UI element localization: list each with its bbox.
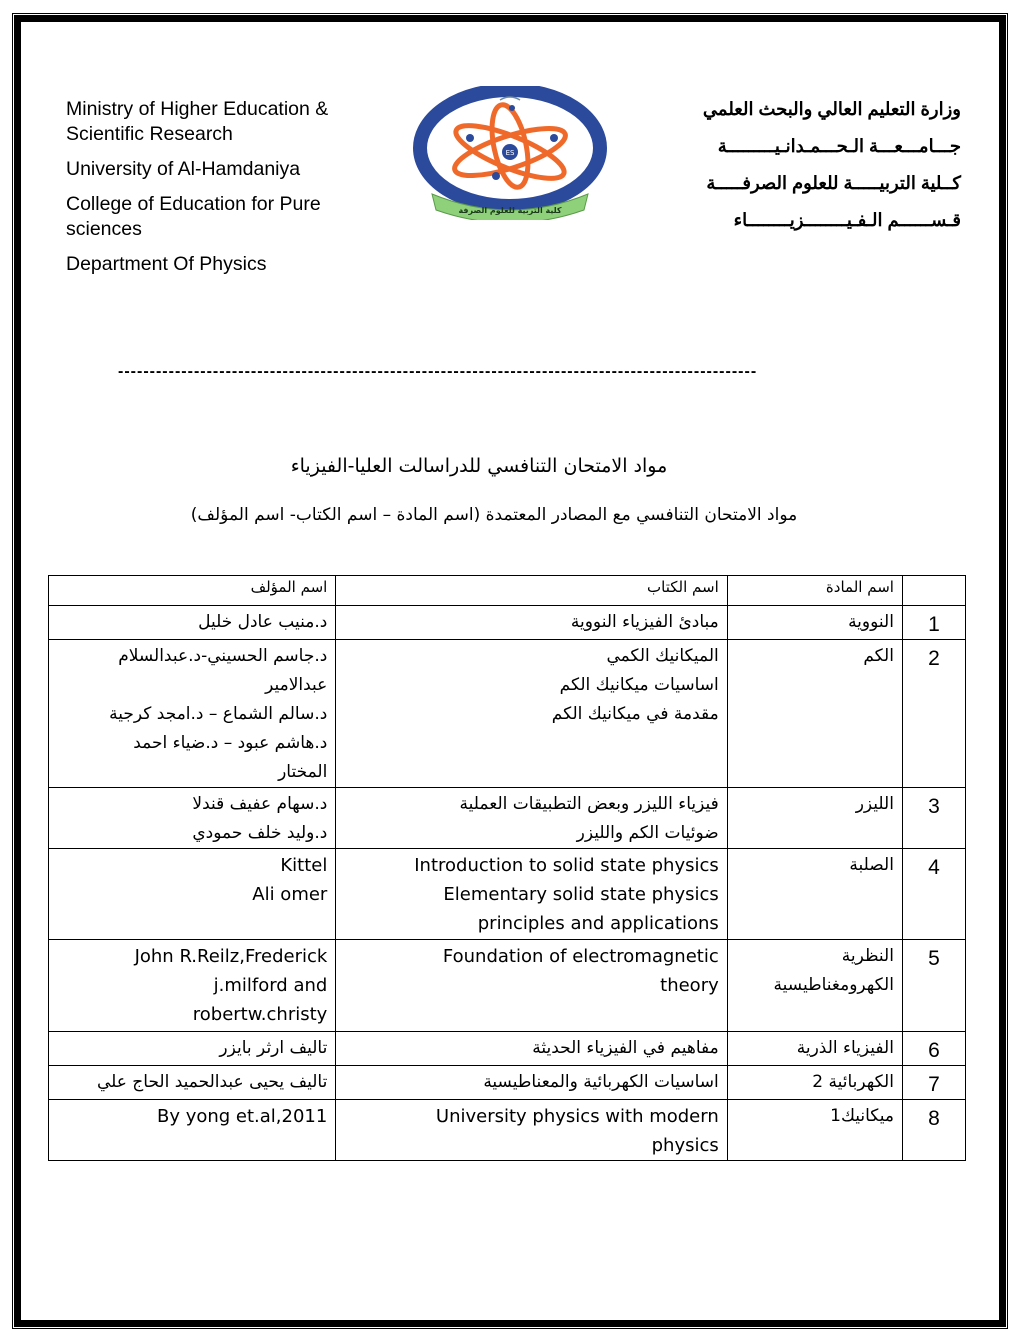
author-name: Ali omer xyxy=(252,884,328,905)
row-number: 7 xyxy=(902,1066,965,1100)
author-cell xyxy=(49,788,336,849)
arabic-letterhead xyxy=(661,97,961,245)
department-name-en: Department Of Physics xyxy=(66,253,267,275)
book-title: Elementary solid state physics xyxy=(443,884,719,905)
table-row xyxy=(49,1032,966,1066)
book-title: University physics with modern xyxy=(435,1106,719,1127)
author-name: By yong et.al,2011 xyxy=(156,1106,328,1127)
author-cell xyxy=(49,640,336,788)
book-title: اساسيات ميكانيك الكم xyxy=(559,675,719,695)
book-title: principles and applications xyxy=(477,913,719,934)
row-number: 4 xyxy=(902,849,965,940)
english-letterhead xyxy=(66,97,376,287)
book-cell xyxy=(336,788,727,849)
author-name: John R.Reilz,Frederick xyxy=(134,946,328,967)
subject-name: الكهربائية 2 xyxy=(812,1072,894,1092)
subject-cell xyxy=(727,640,902,788)
university-logo xyxy=(412,86,608,220)
book-title: الميكانيك الكمي xyxy=(606,646,719,666)
header-book: اسم الكتاب xyxy=(336,576,727,606)
author-name: د.سهام عفيف قندلا xyxy=(192,794,328,814)
author-name: المختار xyxy=(278,762,328,782)
author-cell xyxy=(49,940,336,1032)
book-title: مبادئ الفيزياء النووية xyxy=(570,612,719,632)
subject-cell xyxy=(727,1066,902,1100)
author-cell xyxy=(49,1100,336,1161)
exam-subjects-table xyxy=(48,575,966,1161)
table-row xyxy=(49,640,966,788)
author-name: د.جاسم الحسيني-د.عبدالسلام xyxy=(118,646,328,666)
svg-text:كلية التربية للعلوم الصرفة: كلية التربية للعلوم الصرفة xyxy=(458,206,562,215)
table-row xyxy=(49,940,966,1032)
subject-name: النظرية xyxy=(841,946,894,966)
university-name-ar: جـــامـــعـــة الـحـــمـدانـيـــــــــة xyxy=(717,136,961,156)
book-cell xyxy=(336,1032,727,1066)
subject-cell xyxy=(727,940,902,1032)
page-title xyxy=(0,455,1018,477)
row-number: 1 xyxy=(902,606,965,640)
subject-cell xyxy=(727,1032,902,1066)
page-subtitle-text: مواد الامتحان التنافسي مع المصادر المعتمدة (اسم المادة – اسم الكتاب- اسم المؤلف) xyxy=(190,505,798,525)
subject-cell xyxy=(727,606,902,640)
header-subject: اسم المادة xyxy=(727,576,902,606)
subject-name: الكم xyxy=(863,646,894,666)
book-cell xyxy=(336,1100,727,1161)
author-cell xyxy=(49,1066,336,1100)
department-name-ar: قـســــــم الـفـيــــــــزيــــــــاء xyxy=(733,210,961,230)
table-row xyxy=(49,606,966,640)
subject-name: الصلبة xyxy=(849,855,894,875)
author-name: د.منيب عادل خليل xyxy=(198,612,328,632)
table-header-row xyxy=(49,576,966,606)
subject-name: الفيزياء الذرية xyxy=(796,1038,894,1058)
author-name: د.وليد خلف حمودي xyxy=(192,823,328,843)
book-title: Introduction to solid state physics xyxy=(414,855,719,876)
book-cell xyxy=(336,849,727,940)
row-number: 8 xyxy=(902,1100,965,1161)
subject-cell xyxy=(727,1100,902,1161)
author-cell xyxy=(49,606,336,640)
subject-name: الليزر xyxy=(855,794,894,814)
row-number: 3 xyxy=(902,788,965,849)
page-title-text: مواد الامتحان التنافسي للدراسالت العليا-الفيزياء xyxy=(290,455,668,477)
subject-cell xyxy=(727,788,902,849)
author-name: j.milford and xyxy=(213,975,328,996)
author-name: تاليف يحيى عبدالحميد الحاج علي xyxy=(96,1072,328,1092)
college-name-ar: كــلية التربيـــــة للعلوم الصرفـــــة xyxy=(706,173,961,193)
book-cell xyxy=(336,640,727,788)
ministry-name-en: Ministry of Higher Education & Scientific Research xyxy=(66,98,329,145)
book-title: ضوئيات الكم والليزر xyxy=(576,823,719,843)
dashed-separator: ----------------------------------------------------------------------------------------------------- xyxy=(118,363,758,380)
author-name: robertw.christy xyxy=(192,1004,328,1025)
row-number: 2 xyxy=(902,640,965,788)
book-cell xyxy=(336,606,727,640)
book-title: theory xyxy=(660,975,719,996)
header-number xyxy=(902,576,965,606)
book-title: physics xyxy=(651,1135,719,1156)
header-author: اسم المؤلف xyxy=(49,576,336,606)
table-row xyxy=(49,788,966,849)
book-cell xyxy=(336,940,727,1032)
author-cell xyxy=(49,1032,336,1066)
author-name: تاليف ارثر بايزر xyxy=(219,1038,328,1058)
table-row xyxy=(49,849,966,940)
author-name: Kittel xyxy=(280,855,328,876)
college-name-en: College of Education for Pure sciences xyxy=(66,193,321,240)
book-title: اساسيات الكهربائية والمعناطيسية xyxy=(483,1072,719,1092)
author-name: عبدالامير xyxy=(265,675,328,695)
book-title: Foundation of electromagnetic xyxy=(442,946,719,967)
table-row xyxy=(49,1100,966,1161)
subject-name: ميكانيك1 xyxy=(830,1106,894,1126)
subject-name: النووية xyxy=(848,612,894,632)
row-number: 6 xyxy=(902,1032,965,1066)
subject-cell xyxy=(727,849,902,940)
author-cell xyxy=(49,849,336,940)
book-title: مفاهيم في الفيزياء الحديثة xyxy=(532,1038,719,1058)
table-row xyxy=(49,1066,966,1100)
page-subtitle xyxy=(0,505,1018,525)
row-number: 5 xyxy=(902,940,965,1032)
subject-name: الكهرومغناطيسية xyxy=(773,975,894,995)
author-name: د.سالم الشماع – د.امجد كرجية xyxy=(109,704,328,724)
book-title: مقدمة في ميكانيك الكم xyxy=(551,704,719,724)
svg-text:ES: ES xyxy=(505,149,515,157)
ministry-name-ar: وزارة التعليم العالي والبحث العلمي xyxy=(702,99,961,119)
author-name: د.هاشم عبود – د.ضياء احمد xyxy=(133,733,328,753)
book-cell xyxy=(336,1066,727,1100)
book-title: فيزياء الليزر وبعض التطبيقات العملية xyxy=(459,794,719,814)
university-name-en: University of Al-Hamdaniya xyxy=(66,158,301,180)
